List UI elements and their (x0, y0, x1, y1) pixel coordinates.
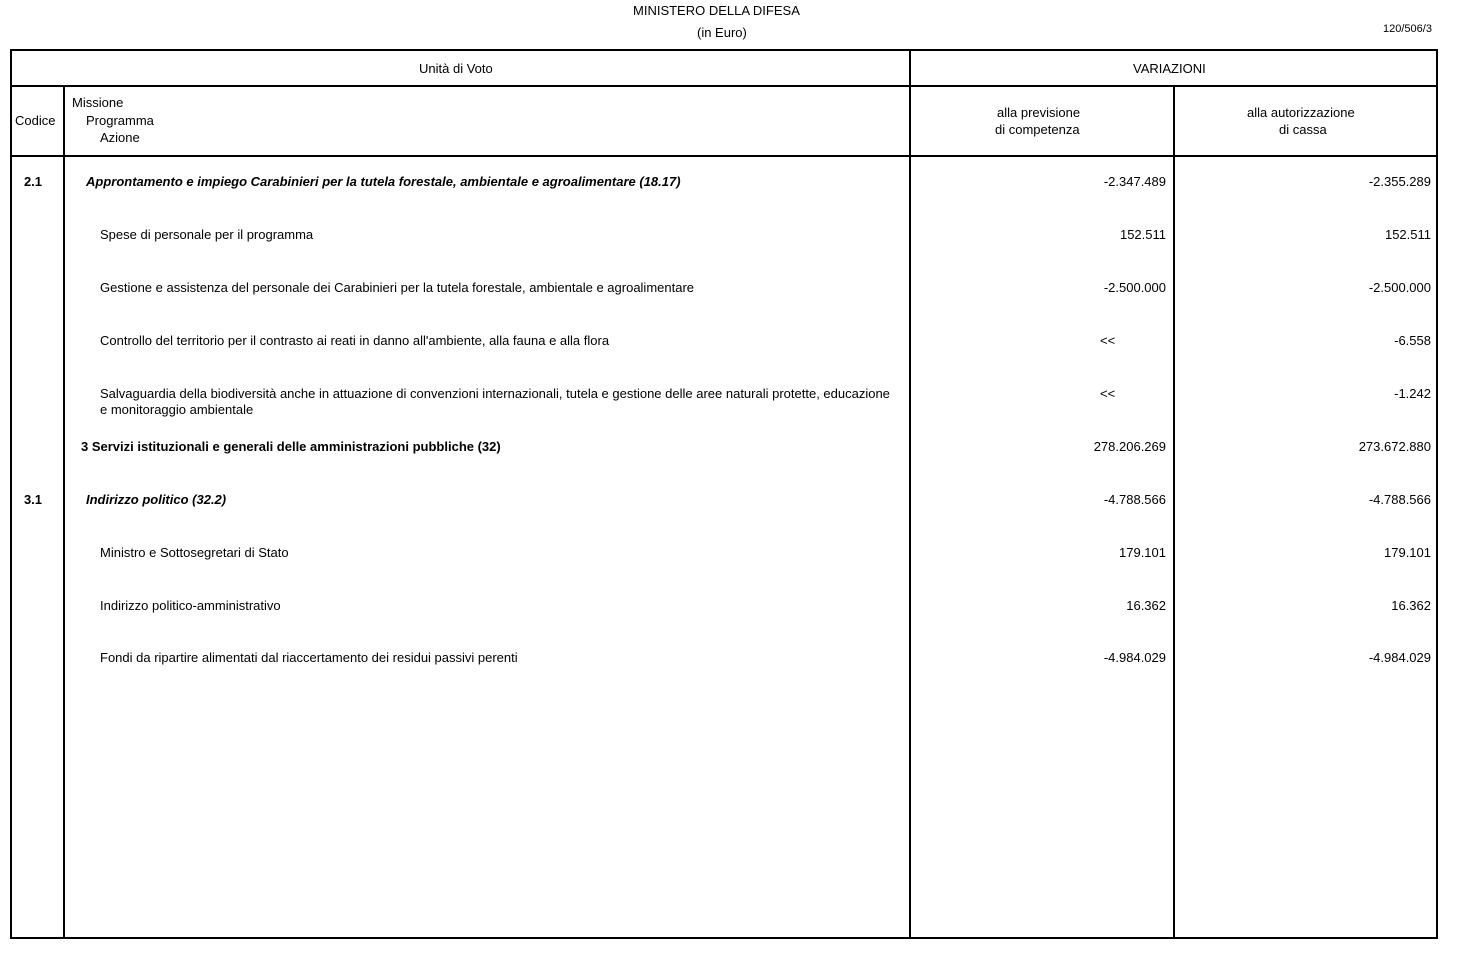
row-description: Spese di personale per il programma (100, 227, 314, 242)
row-description: Fondi da ripartire alimentati dal riaccertamento dei residui passivi perenti (100, 650, 518, 665)
header-azione: Azione (100, 130, 140, 145)
header-competenza-line2: di competenza (995, 122, 1080, 137)
page-reference: 120/506/3 (1383, 23, 1432, 35)
row-competenza: << (1100, 333, 1116, 348)
row-competenza: -4.788.566 (1103, 492, 1166, 507)
header-programma: Programma (86, 113, 154, 128)
row-description: Gestione e assistenza del personale dei Carabinieri per la tutela forestale, ambientale e agroalimentare (100, 280, 695, 295)
row-competenza: 152.511 (1119, 227, 1166, 242)
row-cassa: 273.672.880 (1358, 439, 1431, 454)
row-cassa: -4.788.566 (1368, 492, 1431, 507)
row-cassa: 152.511 (1384, 227, 1431, 242)
header-competenza-line1: alla previsione (997, 105, 1081, 120)
row-cassa: -1.242 (1394, 386, 1431, 401)
row-competenza: 278.206.269 (1093, 439, 1166, 454)
row-cassa: -4.984.029 (1368, 650, 1431, 665)
header-codice: Codice (15, 113, 56, 128)
row-competenza: 179.101 (1119, 545, 1166, 560)
header-cassa-line2: di cassa (1279, 122, 1327, 137)
row-cassa: 16.362 (1391, 598, 1431, 613)
row-competenza: -2.500.000 (1103, 280, 1166, 295)
row-cassa: -6.558 (1394, 333, 1431, 348)
row-competenza: 16.362 (1126, 598, 1166, 613)
row-cassa: -2.355.289 (1368, 174, 1431, 189)
row-description: Ministro e Sottosegretari di Stato (100, 545, 289, 560)
ministry-title: MINISTERO DELLA DIFESA (633, 3, 800, 18)
header-unita-di-voto: Unità di Voto (419, 61, 493, 76)
row-description: Salvaguardia della biodiversità anche in attuazione di convenzioni internazionali, tutela e gestione delle aree naturali protette, educazione e monitoraggio ambientale (100, 386, 890, 417)
row-code: 3.1 (23, 492, 43, 507)
row-description: Controllo del territorio per il contrasto ai reati in danno all'ambiente, alla fauna e alla flora (100, 333, 610, 348)
currency-unit: (in Euro) (697, 25, 747, 40)
row-cassa: 179.101 (1384, 545, 1431, 560)
header-missione: Missione (72, 95, 124, 110)
row-competenza: << (1100, 386, 1116, 401)
header-cassa-line1: alla autorizzazione (1247, 105, 1355, 120)
row-competenza: -2.347.489 (1103, 174, 1166, 189)
row-description: Approntamento e impiego Carabinieri per la tutela forestale, ambientale e agroalimentare (18.17) (86, 174, 681, 189)
row-description: 3 Servizi istituzionali e generali delle amministrazioni pubbliche (32) (81, 439, 501, 454)
row-description: Indirizzo politico (32.2) (86, 492, 227, 507)
row-code: 2.1 (23, 174, 43, 189)
header-variazioni: VARIAZIONI (1133, 61, 1206, 76)
row-competenza: -4.984.029 (1103, 650, 1166, 665)
row-description: Indirizzo politico-amministrativo (100, 598, 281, 613)
row-cassa: -2.500.000 (1368, 280, 1431, 295)
